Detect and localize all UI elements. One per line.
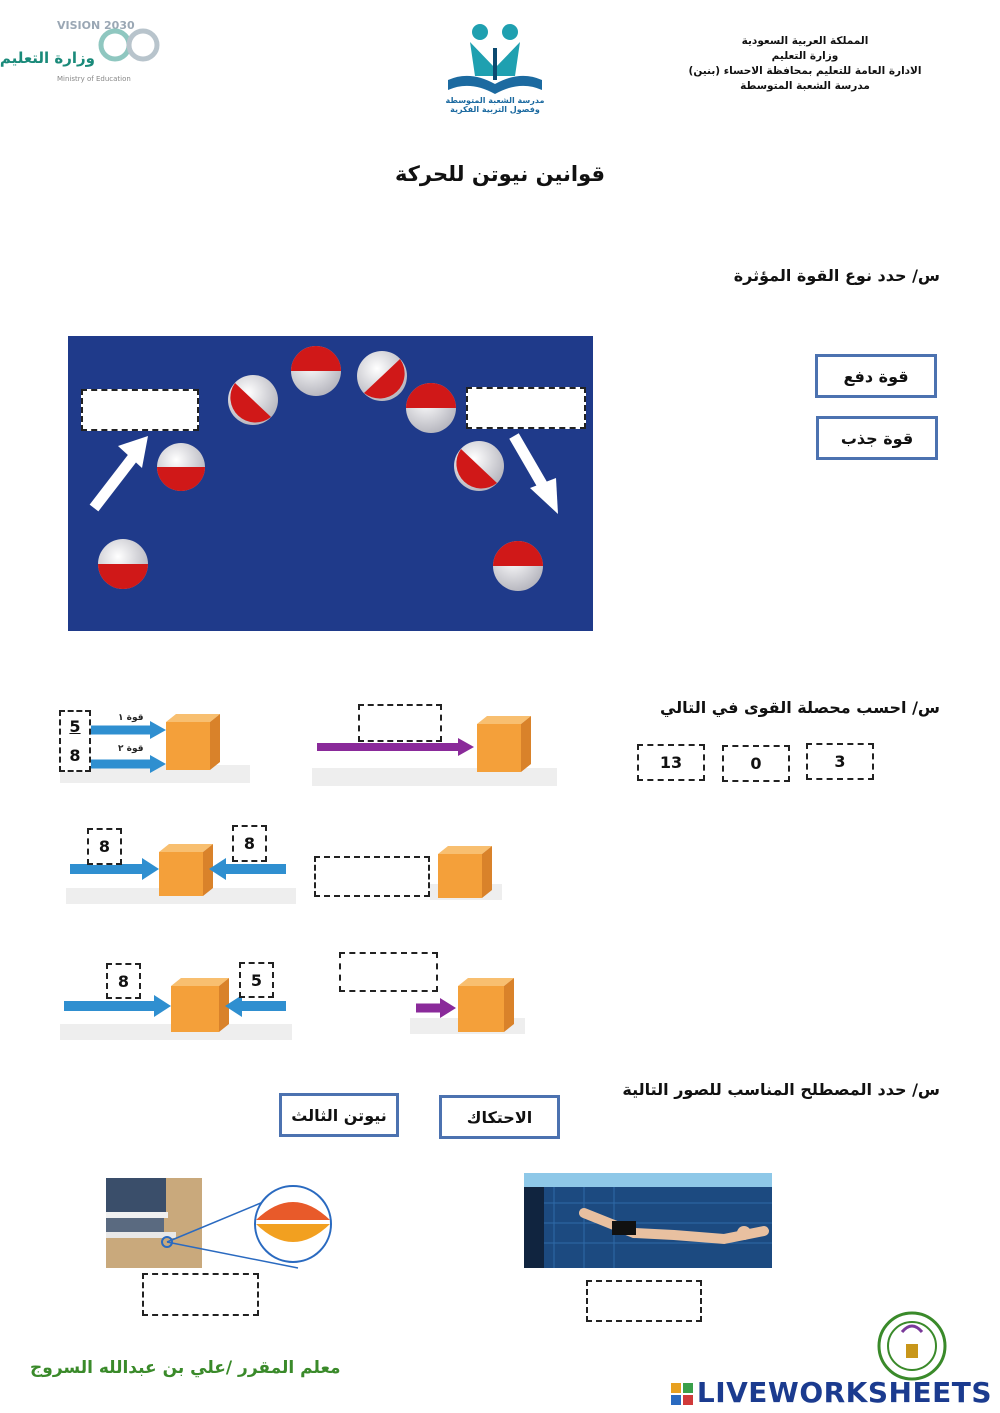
force-right-value-2: 8 [232,825,267,862]
liveworksheets-icon [671,1383,693,1405]
friction-image [106,1160,336,1272]
liveworksheets-text: LIVEWORKSHEETS [696,1376,992,1409]
force-2-value: 8 [69,746,81,765]
page-title: قوانين نيوتن للحركة [394,162,606,186]
force-1-value: 5 [69,717,81,736]
vision-ministry-en: Ministry of Education [57,75,131,83]
vision-ministry-ar: وزارة التعليم [0,49,95,67]
school-logo-caption-2: وفصول التربية الفكرية [450,105,540,114]
option-push-force[interactable]: قوة دفع [815,354,937,398]
answer-drop-friction[interactable] [142,1273,259,1316]
force-left-value-3: 8 [106,963,141,999]
ministry-line: وزارة التعليم [771,50,839,62]
school-logo-caption-1: مدرسة الشعبة المتوسطة [445,96,545,105]
option-friction[interactable]: الاحتكاك [439,1095,560,1139]
option-value-13[interactable]: 13 [637,744,705,781]
force-left-value-2: 8 [87,828,122,865]
question-3-prompt: س/ حدد المصطلح المناسب للصور التالية [622,1080,940,1099]
option-pull-force[interactable]: قوة جذب [816,416,938,460]
school-emblem [872,1310,952,1382]
school-logo [440,18,550,113]
vision-brand-text: VISION 2030 [57,19,135,32]
option-newton-third[interactable]: نيوتن الثالث [279,1093,399,1137]
ball-sprites [98,346,543,591]
answer-drop-right[interactable] [466,387,586,429]
question-1-prompt: س/ حدد نوع القوة المؤثرة [733,266,940,285]
force-right-value-3: 5 [239,962,274,998]
answer-drop-result-3[interactable] [339,952,438,992]
force-2-label: قوة ٢ [118,744,144,754]
question-2-prompt: س/ احسب محصلة القوى في التالي [659,698,940,717]
option-value-0[interactable]: 0 [722,745,790,782]
swimmer-image [524,1173,772,1268]
cube-result-2 [430,842,502,902]
ministry-header [685,34,925,94]
arrow-up-icon [94,436,148,508]
force-1-label: قوة ١ [118,713,144,723]
option-value-3[interactable]: 3 [806,743,874,780]
arrow-down-icon [514,436,558,514]
ministry-line: الادارة العامة للتعليم بمحافظة الاحساء (بنين) [688,65,922,77]
answer-drop-swimmer[interactable] [586,1280,702,1322]
teacher-signature: معلم المقرر /علي بن عبدالله السروج [30,1358,341,1378]
ministry-line: مدرسة الشعبة المتوسطة [740,80,870,92]
liveworksheets-brand [671,1376,992,1409]
ball-throw-image [68,336,593,631]
vision-2030-logo [0,15,170,85]
answer-drop-result-2[interactable] [314,856,430,897]
answer-drop-left[interactable] [81,389,199,431]
ministry-line: المملكة العربية السعودية [741,35,869,47]
answer-drop-result-1[interactable] [358,704,442,742]
force-values-box [59,710,91,772]
